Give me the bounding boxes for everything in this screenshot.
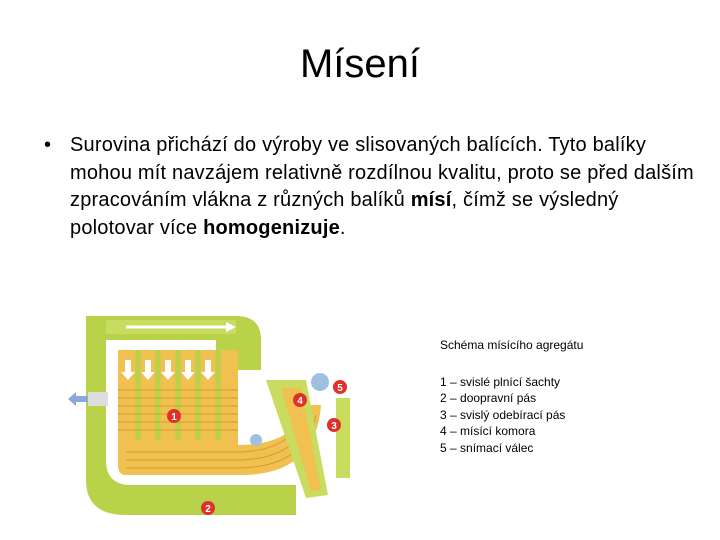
bullet-dot: • — [44, 134, 52, 156]
bullet-text-part: . — [339, 216, 346, 239]
legend-caption: Schéma mísícího agregátu — [440, 338, 584, 352]
diagram-legend — [440, 337, 583, 456]
legend-item: 3 – svislý odebírací pás — [440, 407, 566, 422]
marker-3: 3 — [331, 421, 337, 432]
bullet-text-part: Surovina přichází do výroby ve slisovaných balících. Tyto balíky mohou mít navzájem relativně rozdílnou kvalitu, proto se před dalším zpracováním vlákna z různých balíků — [70, 134, 694, 211]
mixing-unit-diagram — [66, 310, 386, 525]
bold-term-misi: mísí — [410, 189, 452, 211]
marker-1: 1 — [171, 412, 177, 423]
bullet-text-part: , čímž se výsledný polotovar více — [70, 189, 619, 239]
legend-item: 4 – mísící komora — [440, 424, 536, 438]
slide-title: Mísení — [299, 42, 421, 86]
bullet-item — [44, 132, 694, 242]
marker-5: 5 — [337, 383, 343, 394]
bullet-text — [70, 132, 694, 242]
legend-item: 2 – doopravní pás — [440, 391, 537, 405]
legend-item: 5 – snímací válec — [440, 440, 534, 455]
marker-4: 4 — [297, 396, 303, 407]
marker-2: 2 — [205, 504, 211, 515]
bold-term-homogenizuje: homogenizuje — [203, 216, 340, 239]
legend-item: 1 – svislé plnící šachty — [440, 374, 561, 389]
